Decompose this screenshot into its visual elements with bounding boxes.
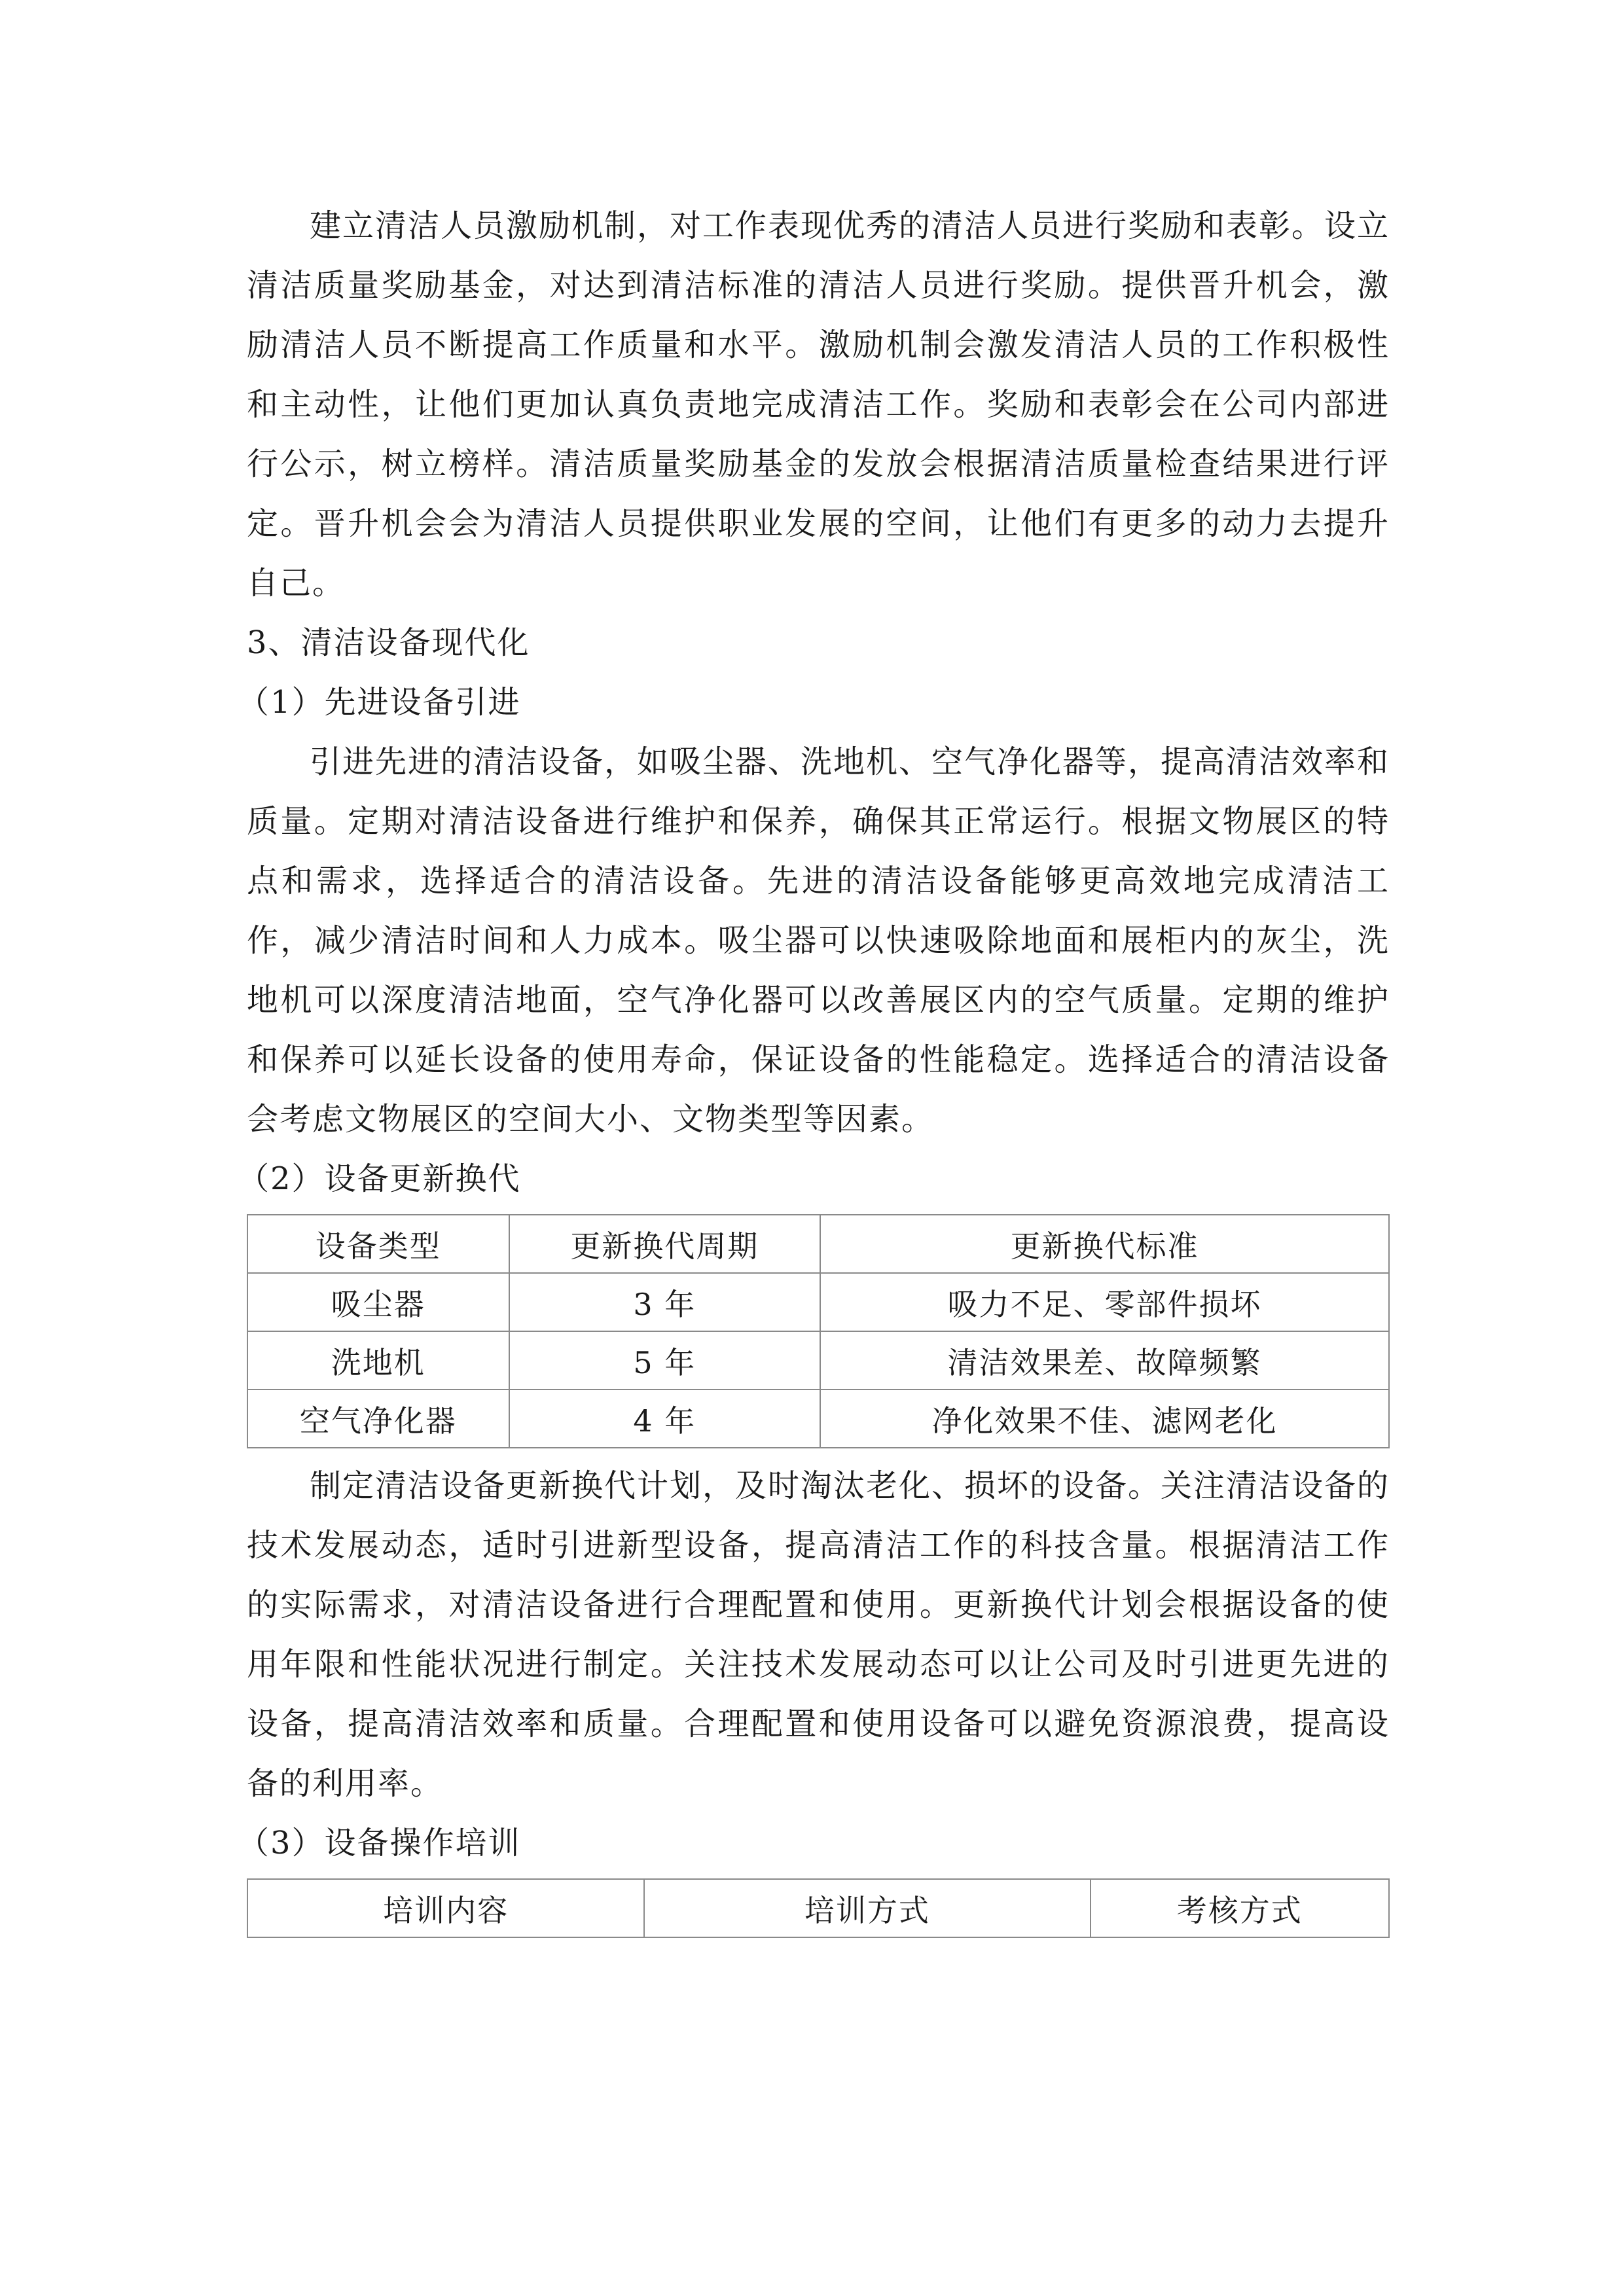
table-cell: 3 年 (509, 1273, 820, 1331)
paragraph-replacement-plan: 制定清洁设备更新换代计划，及时淘汰老化、损坏的设备。关注清洁设备的技术发展动态，适时引进新型设备，提高清洁工作的科技含量。根据清洁工作的实际需求，对清洁设备进行合理配置和使用。更新换代计划会根据设备的使用年限和性能状况进行制定。关注技术发展动态可以让公司及时引进更先进的设备，提高清洁效率和质量。合理配置和使用设备可以避免资源浪费，提高设备的利用率。 (247, 1467, 1390, 1802)
table-cell: 空气净化器 (247, 1390, 509, 1448)
table-header-cell: 更新换代周期 (509, 1215, 820, 1273)
table-header-cell: 考核方式 (1091, 1879, 1390, 1937)
document-page (238, 196, 1390, 1946)
table-cell: 洗地机 (247, 1331, 509, 1390)
table-row (247, 1331, 1389, 1390)
table-cell: 4 年 (509, 1390, 820, 1448)
table-row (247, 1273, 1389, 1331)
table-row (247, 1390, 1389, 1448)
table-header-row (247, 1879, 1389, 1937)
table-header-cell: 培训方式 (644, 1879, 1090, 1937)
table-cell: 5 年 (509, 1331, 820, 1390)
table-header-cell: 培训内容 (247, 1879, 644, 1937)
table-cell: 净化效果不佳、滤网老化 (820, 1390, 1389, 1448)
table-cell: 吸力不足、零部件损坏 (820, 1273, 1389, 1331)
table-cell: 清洁效果差、故障频繁 (820, 1331, 1389, 1390)
table-header-cell: 设备类型 (247, 1215, 509, 1273)
section-heading-equipment-modernization: 3、清洁设备现代化 (247, 624, 530, 661)
table-header-row (247, 1215, 1389, 1273)
subheading-equipment-replacement: （2）设备更新换代 (238, 1160, 521, 1197)
paragraph-advanced-equipment: 引进先进的清洁设备，如吸尘器、洗地机、空气净化器等，提高清洁效率和质量。定期对清洁设备进行维护和保养，确保其正常运行。根据文物展区的特点和需求，选择适合的清洁设备。先进的清洁设备能够更高效地完成清洁工作，减少清洁时间和人力成本。吸尘器可以快速吸除地面和展柜内的灰尘，洗地机可以深度清洁地面，空气净化器可以改善展区内的空气质量。定期的维护和保养可以延长设备的使用寿命，保证设备的性能稳定。选择适合的清洁设备会考虑文物展区的空间大小、文物类型等因素。 (247, 744, 1390, 1138)
replacement-table (247, 1214, 1390, 1448)
subheading-operation-training: （3）设备操作培训 (238, 1825, 521, 1861)
subheading-advanced-equipment: （1）先进设备引进 (238, 684, 521, 721)
table-header-cell: 更新换代标准 (820, 1215, 1389, 1273)
training-table (247, 1878, 1390, 1938)
paragraph-incentive: 建立清洁人员激励机制，对工作表现优秀的清洁人员进行奖励和表彰。设立清洁质量奖励基金，对达到清洁标准的清洁人员进行奖励。提供晋升机会，激励清洁人员不断提高工作质量和水平。激励机制会激发清洁人员的工作积极性和主动性，让他们更加认真负责地完成清洁工作。奖励和表彰会在公司内部进行公示，树立榜样。清洁质量奖励基金的发放会根据清洁质量检查结果进行评定。晋升机会会为清洁人员提供职业发展的空间，让他们有更多的动力去提升自己。 (247, 207, 1390, 601)
table-cell: 吸尘器 (247, 1273, 509, 1331)
